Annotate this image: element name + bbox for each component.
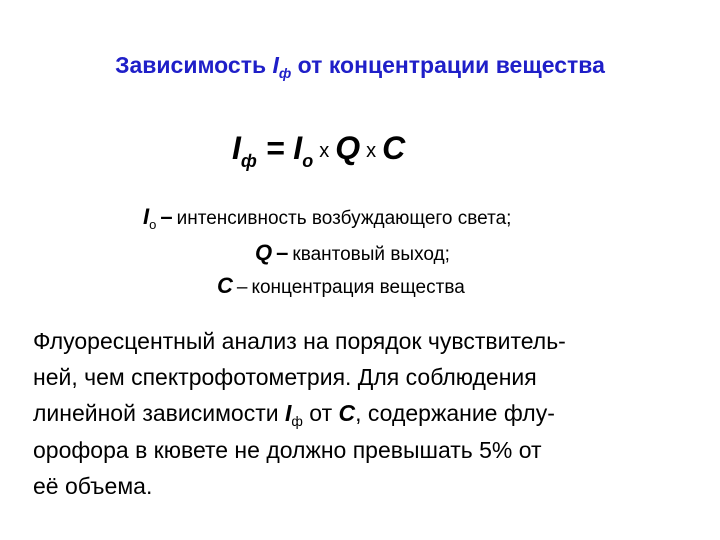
formula-q: Q — [335, 130, 361, 166]
formula-rhs-subscript: о — [302, 151, 314, 171]
definition-dash: – — [276, 240, 289, 265]
definition-q — [255, 240, 450, 266]
formula-times-1: x — [319, 140, 330, 162]
definition-io — [143, 204, 511, 232]
paragraph-symbol-c: C — [338, 400, 356, 426]
formula-lhs-symbol: I — [232, 130, 241, 166]
definition-c — [217, 273, 465, 299]
paragraph-text: от — [302, 400, 339, 426]
definition-text: квантовый выход; — [292, 244, 450, 265]
definition-dash: – — [236, 277, 248, 298]
paragraph-line-1: Флуоресцентный анализ на порядок чувствитель- — [33, 328, 566, 354]
definition-symbol: Q — [255, 240, 273, 265]
formula-c: C — [382, 130, 406, 166]
formula-lhs-subscript: ф — [240, 151, 257, 171]
definition-subscript: о — [149, 217, 157, 232]
main-formula — [232, 130, 405, 172]
paragraph-text: линейной зависимости — [33, 400, 285, 426]
paragraph-symbol-i: I — [284, 400, 292, 426]
title-prefix: Зависимость — [115, 52, 273, 78]
title-symbol: I — [272, 52, 279, 78]
formula-equals: = — [256, 130, 294, 166]
paragraph-line-5: её объема. — [33, 473, 153, 499]
formula-times-2: x — [366, 140, 377, 162]
paragraph-line-4: орофора в кювете не должно превышать 5% от — [33, 437, 542, 463]
paragraph-subscript: ф — [291, 413, 303, 429]
paragraph-text: , содержание флу- — [355, 400, 555, 426]
definition-symbol: I — [143, 204, 150, 229]
definition-symbol: C — [217, 273, 233, 298]
title-subscript: ф — [278, 65, 292, 81]
definition-text: интенсивность возбуждающего света; — [176, 208, 512, 229]
definition-dash: – — [160, 204, 173, 229]
title-suffix: от концентрации вещества — [291, 52, 605, 78]
paragraph-line-3 — [33, 400, 693, 429]
formula-rhs-symbol: I — [293, 130, 303, 166]
slide-title — [0, 52, 720, 81]
paragraph-line-2: ней, чем спектрофотометрия. Для соблюдения — [33, 364, 537, 390]
definition-text: концентрация вещества — [251, 277, 465, 298]
